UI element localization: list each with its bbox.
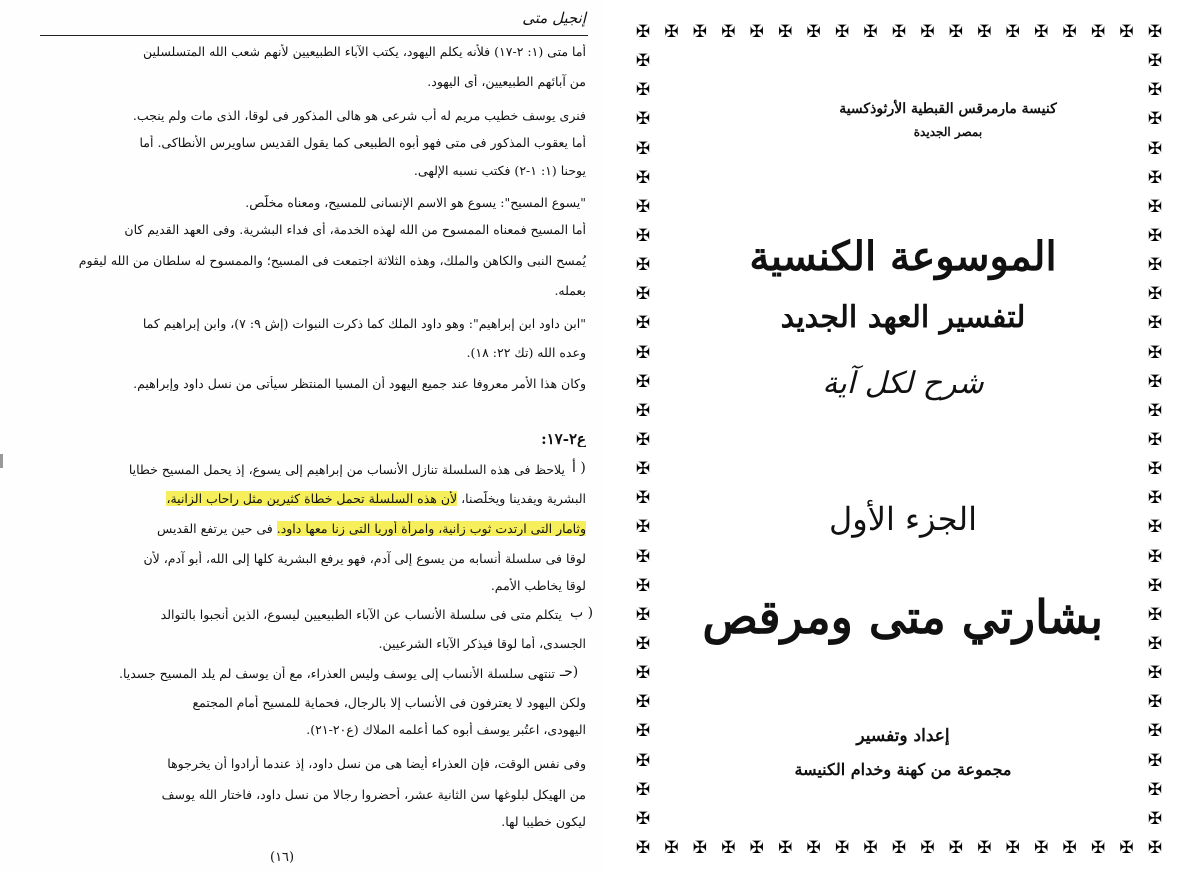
coptic-cross-icon: ✠ — [1147, 692, 1163, 713]
coptic-cross-icon: ✠ — [1147, 167, 1163, 188]
coptic-cross-icon: ✠ — [1147, 838, 1163, 858]
coptic-cross-icon: ✠ — [1090, 838, 1106, 858]
highlighted-text: وثامار التى ارتدت ثوب زانية، وامرأة أوريا التى زنا معها داود. — [276, 521, 586, 536]
running-head — [40, 5, 588, 36]
coptic-cross-icon: ✠ — [1147, 604, 1163, 625]
text-line: بعمله. — [554, 283, 586, 298]
coptic-cross-icon: ✠ — [948, 838, 963, 858]
coptic-cross-icon: ✠ — [1147, 342, 1163, 363]
coptic-cross-icon: ✠ — [635, 692, 651, 713]
coptic-cross-icon: ✠ — [692, 838, 707, 858]
text-line: لوقا يخاطب الأمم. — [490, 578, 586, 593]
coptic-cross-icon: ✠ — [635, 750, 651, 771]
scan-edge-mark — [0, 454, 3, 468]
text-line: الجسدى، أما لوقا فيذكر الآباء الشرعيين. — [378, 636, 586, 651]
item-a-marker: أ ) — [572, 460, 586, 476]
coptic-cross-icon: ✠ — [977, 838, 992, 858]
coptic-cross-icon: ✠ — [1147, 371, 1163, 392]
coptic-cross-icon: ✠ — [1034, 22, 1049, 42]
coptic-cross-icon: ✠ — [891, 838, 907, 858]
highlighted-line — [30, 521, 586, 537]
coptic-cross-icon: ✠ — [1147, 575, 1163, 596]
text-line: يتكلم متى فى سلسلة الأنساب عن الآباء الطبيعيين ليسوع، الذين أُنجبوا بالتوالد — [160, 607, 562, 622]
volume-label: الجزء الأول — [828, 500, 977, 538]
coptic-cross-icon: ✠ — [1147, 779, 1163, 800]
coptic-cross-icon: ✠ — [1005, 838, 1020, 858]
coptic-cross-icon: ✠ — [806, 838, 821, 858]
coptic-cross-icon: ✠ — [1090, 22, 1106, 42]
text-line: وعده الله (تك ٢٢: ١٨). — [466, 345, 586, 360]
item-b-marker: ب ) — [570, 605, 594, 621]
coptic-cross-icon: ✠ — [1147, 750, 1163, 771]
text-line: لوقا فى سلسلة أنسابه من يسوع إلى آدم، فهو يرفع البشرية كلها إلى الله، أبو آدم، لأن — [143, 551, 586, 566]
item-c-marker: حـ) — [560, 664, 579, 680]
coptic-cross-icon: ✠ — [635, 80, 651, 101]
coptic-cross-icon: ✠ — [1062, 838, 1077, 858]
church-name: كنيسة مارمرقس القبطية الأرثوذكسية — [839, 101, 1057, 117]
coptic-cross-icon: ✠ — [1147, 400, 1163, 421]
coptic-cross-icon: ✠ — [1147, 721, 1163, 742]
running-head-title: إنجيل متى — [522, 9, 586, 27]
coptic-cross-icon: ✠ — [721, 838, 736, 858]
coptic-cross-icon: ✠ — [635, 459, 651, 480]
coptic-cross-icon: ✠ — [635, 371, 651, 392]
coptic-cross-icon: ✠ — [1147, 488, 1163, 509]
coptic-cross-icon: ✠ — [635, 488, 651, 509]
coptic-cross-icon: ✠ — [635, 400, 651, 421]
coptic-cross-icon: ✠ — [920, 22, 935, 42]
coptic-cross-icon: ✠ — [635, 138, 651, 159]
text-line: اليهودى، اعتُبر يوسف أبوه كما أعلمه الملاك (ع٢٠-٢١). — [306, 722, 586, 737]
text-line: يُمسح النبى والكاهن والملك، وهذه الثلاثة اجتمعت فى المسيح؛ والممسوح له سلطان من الله ليقوم — [78, 253, 586, 268]
coptic-cross-icon: ✠ — [863, 22, 878, 42]
coptic-cross-icon: ✠ — [1034, 838, 1049, 858]
coptic-cross-icon: ✠ — [635, 663, 651, 684]
text-line: أما يعقوب المذكور فى متى فهو أبوه الطبيعى كما يقول القديس ساويرس الأنطاكى. أما — [139, 135, 586, 150]
coptic-cross-icon: ✠ — [1147, 51, 1163, 72]
tagline: شرح لكل آية — [822, 366, 984, 401]
coptic-cross-icon: ✠ — [635, 196, 651, 217]
coptic-cross-icon: ✠ — [1005, 22, 1020, 42]
text-line: "يسوع المسيح": يسوع هو الاسم الإنسانى للمسيح، ومعناه مخلّص. — [245, 195, 586, 210]
coptic-cross-icon: ✠ — [1147, 663, 1163, 684]
section-heading: ع٢-١٧: — [541, 431, 586, 447]
text-line: يوحنا (١: ١-٢) فكتب نسبه الإلهى. — [413, 163, 586, 178]
coptic-cross-icon: ✠ — [635, 575, 651, 596]
coptic-cross-icon: ✠ — [1147, 517, 1163, 538]
text-line: من الهيكل لبلوغها سن الثانية عشر، أحضروا رجالا من نسل داود، فاختار الله يوسف — [161, 787, 586, 802]
page-number: (١٦) — [270, 850, 295, 865]
authors: مجموعة من كهنة وخدام الكنيسة — [794, 760, 1012, 779]
coptic-cross-icon: ✠ — [806, 22, 821, 42]
coptic-cross-icon: ✠ — [635, 838, 651, 858]
coptic-cross-icon: ✠ — [749, 22, 764, 42]
coptic-cross-icon: ✠ — [635, 109, 651, 130]
coptic-cross-icon: ✠ — [635, 51, 651, 72]
text-span: البشرية ويفدينا ويخلّصنا، — [457, 491, 586, 506]
coptic-cross-icon: ✠ — [977, 22, 992, 42]
text-line: تنتهى سلسلة الأنساب إلى يوسف وليس العذراء، مع أن يوسف لم يلد المسيح جسديا. — [118, 666, 555, 681]
coptic-cross-icon: ✠ — [635, 808, 651, 829]
coptic-cross-icon: ✠ — [1147, 313, 1163, 334]
coptic-cross-icon: ✠ — [635, 167, 651, 188]
coptic-cross-icon: ✠ — [692, 22, 707, 42]
coptic-cross-icon: ✠ — [920, 838, 935, 858]
book-title: بشارتي متى ومرقص — [702, 590, 1103, 644]
coptic-cross-icon: ✠ — [1147, 459, 1163, 480]
coptic-cross-icon: ✠ — [1062, 22, 1077, 42]
coptic-cross-icon: ✠ — [778, 838, 793, 858]
coptic-cross-icon: ✠ — [664, 838, 679, 858]
coptic-cross-icon: ✠ — [635, 313, 651, 334]
coptic-cross-icon: ✠ — [635, 342, 651, 363]
text-line: من آبائهم الطبيعيين، أى اليهود. — [427, 74, 586, 89]
coptic-cross-icon: ✠ — [1147, 255, 1163, 276]
coptic-cross-icon: ✠ — [664, 22, 679, 42]
text-line: وكان هذا الأمر معروفا عند جميع اليهود أن المسيا المنتظر سيأتى من نسل داود وإبراهيم. — [133, 376, 586, 391]
coptic-cross-icon: ✠ — [778, 22, 793, 42]
text-line: ولكن اليهود لا يعترفون فى الأنساب إلا بالرجال، فحماية للمسيح أمام المجتمع — [192, 695, 586, 710]
text-line: ليكون خطيبا لها. — [501, 814, 586, 829]
coptic-cross-icon: ✠ — [1147, 634, 1163, 654]
coptic-cross-icon: ✠ — [635, 721, 651, 742]
coptic-cross-icon: ✠ — [749, 838, 764, 858]
coptic-cross-icon: ✠ — [1147, 808, 1163, 829]
highlighted-line — [30, 491, 586, 507]
coptic-cross-icon: ✠ — [1147, 80, 1163, 101]
coptic-cross-icon: ✠ — [635, 517, 651, 538]
coptic-cross-icon: ✠ — [721, 22, 736, 42]
text-line: أما متى (١: ٢-١٧) فلأنه يكلم اليهود، يكتب الآباء الطبيعيين لأنهم شعب الله المتسلسلين — [142, 44, 586, 59]
coptic-cross-icon: ✠ — [635, 226, 651, 246]
text-line: أما المسيح فمعناه الممسوح من الله لهذه الخدمة، أى فداء البشرية. وفى العهد القديم كان — [124, 222, 586, 237]
coptic-cross-icon: ✠ — [1147, 196, 1163, 217]
coptic-cross-icon: ✠ — [635, 634, 651, 654]
coptic-cross-icon: ✠ — [834, 838, 850, 858]
coptic-cross-icon: ✠ — [635, 546, 651, 567]
coptic-cross-icon: ✠ — [1147, 22, 1163, 42]
coptic-cross-icon: ✠ — [834, 22, 850, 42]
text-line: فنرى يوسف خطيب مريم له أب شرعى هو هالى المذكور فى لوقا، الذى مات ولم ينجب. — [132, 108, 586, 123]
subtitle: لتفسير العهد الجديد — [780, 300, 1026, 335]
encyclopedia-title: الموسوعة الكنسية — [749, 233, 1057, 280]
coptic-cross-icon: ✠ — [891, 22, 907, 42]
coptic-cross-icon: ✠ — [948, 22, 963, 42]
coptic-cross-icon: ✠ — [635, 22, 651, 42]
coptic-cross-icon: ✠ — [635, 779, 651, 800]
coptic-cross-icon: ✠ — [1147, 284, 1163, 305]
coptic-cross-icon: ✠ — [1147, 546, 1163, 567]
coptic-cross-icon: ✠ — [1147, 226, 1163, 246]
cover-page — [603, 0, 1200, 872]
coptic-cross-icon: ✠ — [635, 430, 651, 450]
prepared-label: إعداد وتفسير — [856, 726, 950, 746]
coptic-cross-icon: ✠ — [635, 284, 651, 305]
highlighted-text: لأن هذه السلسلة تحمل خطاة كثيرين مثل راحاب الزانية، — [166, 491, 458, 506]
text-line: وفى نفس الوقت، فإن العذراء أيضا هى من نسل داود، إذ عندما أرادوا أن يخرجوها — [167, 756, 586, 771]
coptic-cross-icon: ✠ — [1119, 838, 1134, 858]
coptic-cross-icon: ✠ — [1147, 430, 1163, 450]
coptic-cross-icon: ✠ — [1147, 109, 1163, 130]
coptic-cross-icon: ✠ — [1147, 138, 1163, 159]
text-span: فى حين يرتفع القديس — [157, 521, 277, 536]
coptic-cross-icon: ✠ — [635, 255, 651, 276]
coptic-cross-icon: ✠ — [1119, 22, 1134, 42]
coptic-cross-icon: ✠ — [635, 604, 651, 625]
text-line: يلاحظ فى هذه السلسلة تنازل الأنساب من إبراهيم إلى يسوع، إذ يحمل المسيح خطايا — [128, 462, 565, 477]
text-line: "ابن داود ابن إبراهيم": وهو داود الملك كما ذكرت النبوات (إش ٩: ٧)، وابن إبراهيم كما — [142, 316, 586, 331]
coptic-cross-icon: ✠ — [863, 838, 878, 858]
church-location: بمصر الجديدة — [913, 125, 983, 139]
